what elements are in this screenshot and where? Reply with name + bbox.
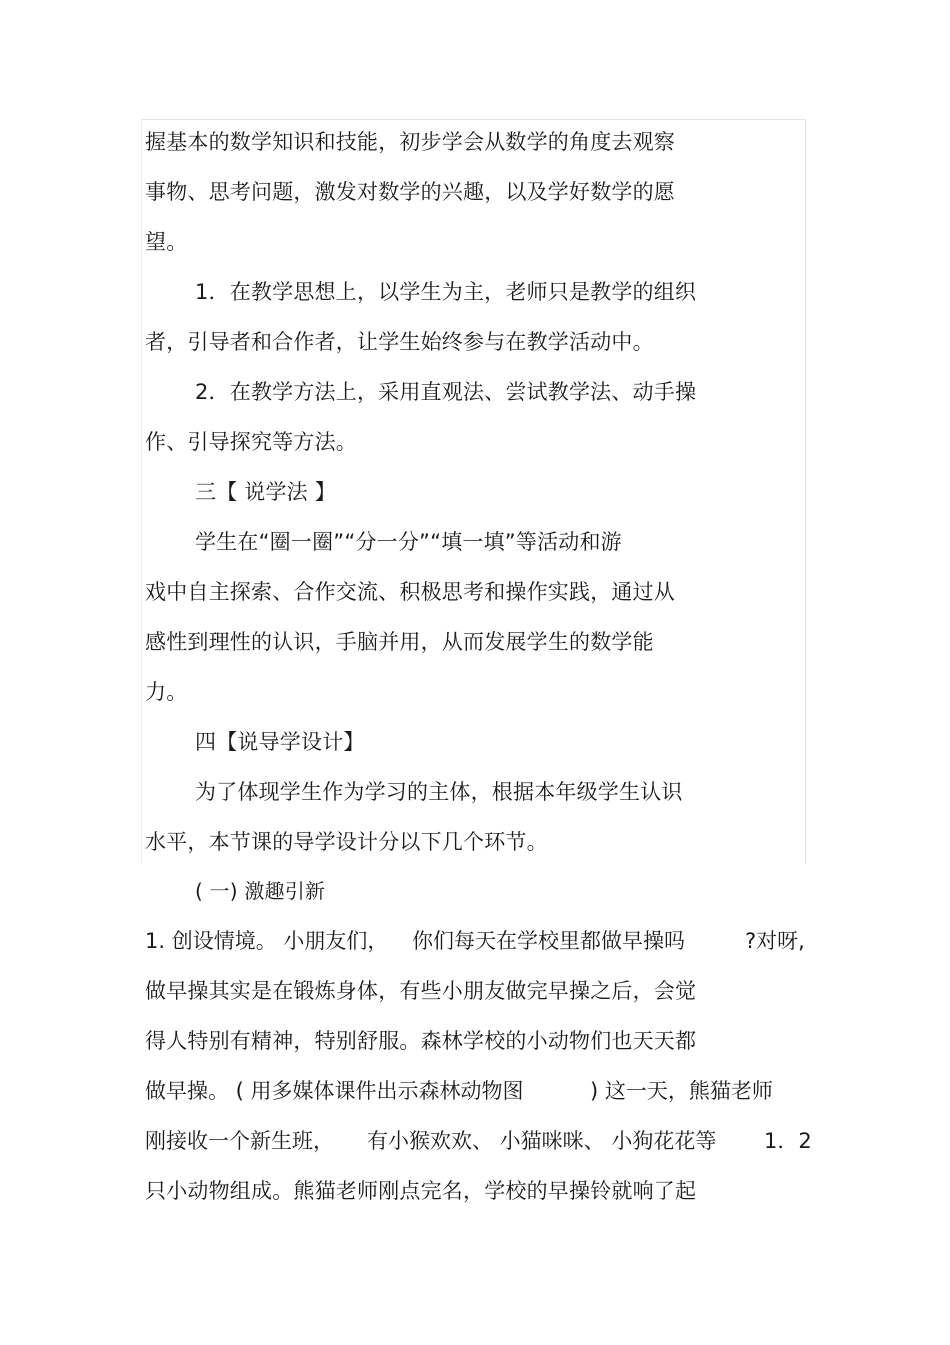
line-segment: 1. 创设情境。 小朋友们， bbox=[145, 929, 389, 953]
line-segment: 1．2 bbox=[764, 1129, 812, 1153]
paragraph-line: 望。 bbox=[145, 230, 188, 254]
line-segment: ?对呀, bbox=[745, 929, 805, 953]
line-segment: ) 这一天，熊猫老师 bbox=[590, 1079, 773, 1103]
paragraph-line: 水平，本节课的导学设计分以下几个环节。 bbox=[145, 830, 548, 854]
line-segment: 有小猴欢欢、 小猫咪咪、 小狗花花等 bbox=[367, 1129, 717, 1153]
line-segment: 做早操。 ( 用多媒体课件出示森林动物图 bbox=[145, 1079, 524, 1103]
paragraph-line: 感性到理性的认识，手脑并用，从而发展学生的数学能 bbox=[145, 630, 654, 654]
paragraph-line: 得人特别有精神，特别舒服。森林学校的小动物们也天天都 bbox=[145, 1029, 697, 1053]
paragraph-line: 者，引导者和合作者，让学生始终参与在教学活动中。 bbox=[145, 330, 654, 354]
paragraph-line: 戏中自主探索、合作交流、积极思考和操作实践，通过从 bbox=[145, 580, 675, 604]
section-heading: 三【 说学法 】 bbox=[195, 480, 336, 504]
paragraph-line: 为了体现学生作为学习的主体，根据本年级学生认识 bbox=[195, 780, 683, 804]
paragraph-line: 作、引导探究等方法。 bbox=[145, 430, 357, 454]
paragraph-line: 只小动物组成。熊猫老师刚点完名，学校的早操铃就响了起 bbox=[145, 1179, 697, 1203]
section-heading: 四【说导学设计】 bbox=[195, 730, 365, 754]
paragraph-line: 握基本的数学知识和技能，初步学会从数学的角度去观察 bbox=[145, 130, 675, 154]
paragraph-line: 事物、思考问题，激发对数学的兴趣，以及学好数学的愿 bbox=[145, 180, 675, 204]
line-segment: 你们每天在学校里都做早操吗 bbox=[412, 929, 685, 953]
subsection-heading: ( 一) 激趣引新 bbox=[195, 879, 326, 903]
line-segment: 刚接收一个新生班， bbox=[145, 1129, 334, 1153]
paragraph-line: 1．在教学思想上，以学生为主，老师只是教学的组织 bbox=[195, 280, 697, 304]
paragraph-line: 学生在“圈一圈”“分一分”“填一填”等活动和游 bbox=[195, 530, 622, 554]
paragraph-line: 2．在教学方法上，采用直观法、尝试教学法、动手操 bbox=[195, 380, 697, 404]
paragraph-line: 力。 bbox=[145, 680, 188, 704]
paragraph-line: 做早操其实是在锻炼身体，有些小朋友做完早操之后，会觉 bbox=[145, 979, 697, 1003]
